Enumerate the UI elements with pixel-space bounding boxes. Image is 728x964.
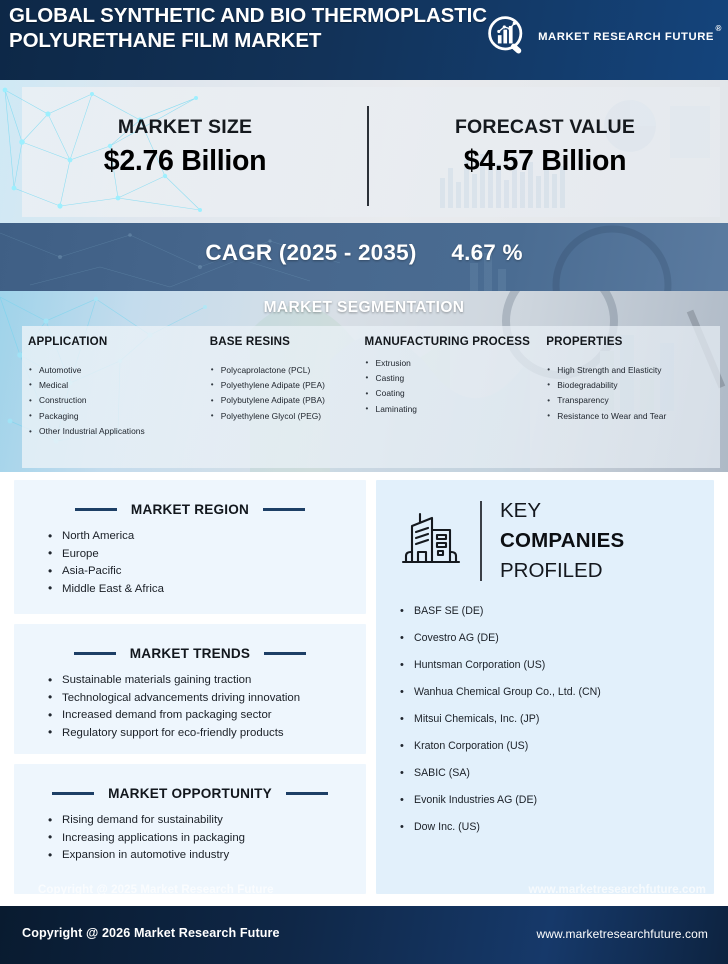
- key-companies-panel: [376, 480, 714, 894]
- list-item: • Rising demand for sustainability: [48, 812, 366, 830]
- market-size-stat: [40, 116, 330, 178]
- list-item: • Covestro AG (DE): [400, 625, 704, 652]
- segment-item: • Laminating: [365, 402, 541, 417]
- market-size-label: MARKET SIZE: [117, 116, 253, 138]
- segment-item: • Construction: [28, 393, 204, 408]
- list-item: • Huntsman Corporation (US): [400, 652, 704, 679]
- list-item: • BASF SE (DE): [400, 598, 704, 625]
- key-companies-title: [500, 496, 624, 586]
- watermark-website: www.marketresearchfuture.com: [528, 884, 706, 894]
- key-companies-list: [400, 598, 704, 841]
- segmentation-column-base-resins: [204, 335, 359, 468]
- watermark-copyright: Copyright @ 2025 Market Research Future: [38, 884, 274, 894]
- brand-name: MARKET RESEARCH FUTURE: [538, 31, 714, 43]
- hero-stats-band: [0, 80, 728, 223]
- segmentation-columns: [22, 335, 720, 468]
- footer-website[interactable]: www.marketresearchfuture.com: [536, 927, 708, 941]
- list-item: • Technological advancements driving innovation: [48, 690, 366, 708]
- market-trends-header: [14, 624, 366, 661]
- market-opportunity-list: [14, 812, 366, 865]
- segment-item: • Biodegradability: [546, 378, 720, 393]
- stat-divider: [367, 106, 369, 206]
- segment-item: • Polyethylene Adipate (PEA): [210, 378, 359, 393]
- page-header: [0, 0, 728, 80]
- rule-left-decoration: [52, 792, 94, 795]
- key-title-line-1: KEY: [500, 499, 542, 522]
- rule-left-decoration: [75, 508, 117, 511]
- segmentation-column-manufacturing-process: [359, 335, 541, 468]
- segment-item: • Transparency: [546, 393, 720, 408]
- segment-item: • Coating: [365, 386, 541, 401]
- list-item: • Increased demand from packaging sector: [48, 707, 366, 725]
- office-building-icon: [398, 510, 464, 572]
- market-region-title: MARKET REGION: [130, 502, 250, 517]
- market-opportunity-header: [14, 764, 366, 801]
- list-item: • Evonik Industries AG (DE): [400, 787, 704, 814]
- segment-item: • Other Industrial Applications: [28, 424, 204, 439]
- forecast-value-label: FORECAST VALUE: [454, 116, 636, 138]
- segment-list: [210, 363, 359, 425]
- segment-list: [28, 363, 204, 440]
- list-item: • Kraton Corporation (US): [400, 733, 704, 760]
- rule-right-decoration: [264, 652, 306, 655]
- brand-logo-text: [538, 24, 722, 43]
- footer-copyright: Copyright @ 2026 Market Research Future: [22, 926, 280, 940]
- list-item: • Regulatory support for eco-friendly products: [48, 725, 366, 743]
- segment-item: • Packaging: [28, 409, 204, 424]
- page-footer: [0, 906, 728, 964]
- list-item: • Dow Inc. (US): [400, 814, 704, 841]
- market-region-panel: [14, 480, 366, 614]
- list-item: • SABIC (SA): [400, 760, 704, 787]
- segment-item: • Casting: [365, 371, 541, 386]
- list-item: • Increasing applications in packaging: [48, 830, 366, 848]
- list-item: • North America: [48, 528, 366, 546]
- segment-item: • Polyethylene Glycol (PEG): [210, 409, 359, 424]
- market-opportunity-title: MARKET OPPORTUNITY: [108, 786, 272, 801]
- list-item: • Mitsui Chemicals, Inc. (JP): [400, 706, 704, 733]
- key-companies-divider: [480, 501, 482, 581]
- key-companies-header: [398, 494, 704, 588]
- segment-item: • Polybutylene Adipate (PBA): [210, 393, 359, 408]
- market-segmentation-section: [0, 291, 728, 472]
- market-opportunity-panel: [14, 764, 366, 894]
- segment-item: • Medical: [28, 378, 204, 393]
- registered-trademark-icon: ®: [715, 24, 722, 33]
- market-trends-panel: [14, 624, 366, 754]
- segment-item: • Resistance to Wear and Tear: [546, 409, 720, 424]
- forecast-value-value: $4.57 Billion: [463, 145, 627, 177]
- page-title: GLOBAL SYNTHETIC AND BIO THERMOPLASTIC POLYURETHANE FILM MARKET: [9, 4, 487, 52]
- market-region-list: [14, 528, 366, 598]
- list-item: • Wanhua Chemical Group Co., Ltd. (CN): [400, 679, 704, 706]
- rule-right-decoration: [263, 508, 305, 511]
- list-item: • Sustainable materials gaining traction: [48, 672, 366, 690]
- key-title-line-2: COMPANIES: [500, 529, 625, 552]
- market-trends-list: [14, 672, 366, 742]
- list-item: • Asia-Pacific: [48, 563, 366, 581]
- segment-list: [546, 363, 720, 425]
- list-item: • Middle East & Africa: [48, 581, 366, 599]
- brand-logo: [485, 14, 722, 60]
- segment-item: • Extrusion: [365, 356, 541, 371]
- market-region-header: [14, 480, 366, 517]
- cagr-band: [0, 223, 728, 291]
- segment-heading: BASE RESINS: [209, 335, 290, 348]
- segment-heading: APPLICATION: [28, 335, 108, 348]
- segment-heading: MANUFACTURING PROCESS: [364, 335, 530, 348]
- segmentation-column-properties: [540, 335, 720, 468]
- segmentation-title: MARKET SEGMENTATION: [263, 299, 465, 316]
- market-size-value: $2.76 Billion: [103, 145, 267, 177]
- key-title-line-3: PROFILED: [500, 559, 603, 582]
- rule-left-decoration: [74, 652, 116, 655]
- segment-item: • High Strength and Elasticity: [546, 363, 720, 378]
- forecast-value-stat: [400, 116, 690, 178]
- magnifier-bar-chart-logo-icon: [485, 14, 531, 60]
- segment-item: • Automotive: [28, 363, 204, 378]
- segment-list: [365, 356, 541, 418]
- rule-right-decoration: [286, 792, 328, 795]
- list-item: • Europe: [48, 546, 366, 564]
- cagr-label: CAGR (2025 - 2035): [205, 240, 417, 265]
- cagr-text: [0, 240, 728, 266]
- segment-item: • Polycaprolactone (PCL): [210, 363, 359, 378]
- market-trends-title: MARKET TRENDS: [129, 646, 251, 661]
- segmentation-column-application: [22, 335, 204, 468]
- cagr-value: 4.67 %: [451, 240, 523, 265]
- watermark-row-left: [14, 872, 366, 894]
- list-item: • Expansion in automotive industry: [48, 847, 366, 865]
- lower-content-area: [0, 472, 728, 906]
- watermark-row-right: [376, 872, 714, 894]
- segment-heading: PROPERTIES: [546, 335, 623, 348]
